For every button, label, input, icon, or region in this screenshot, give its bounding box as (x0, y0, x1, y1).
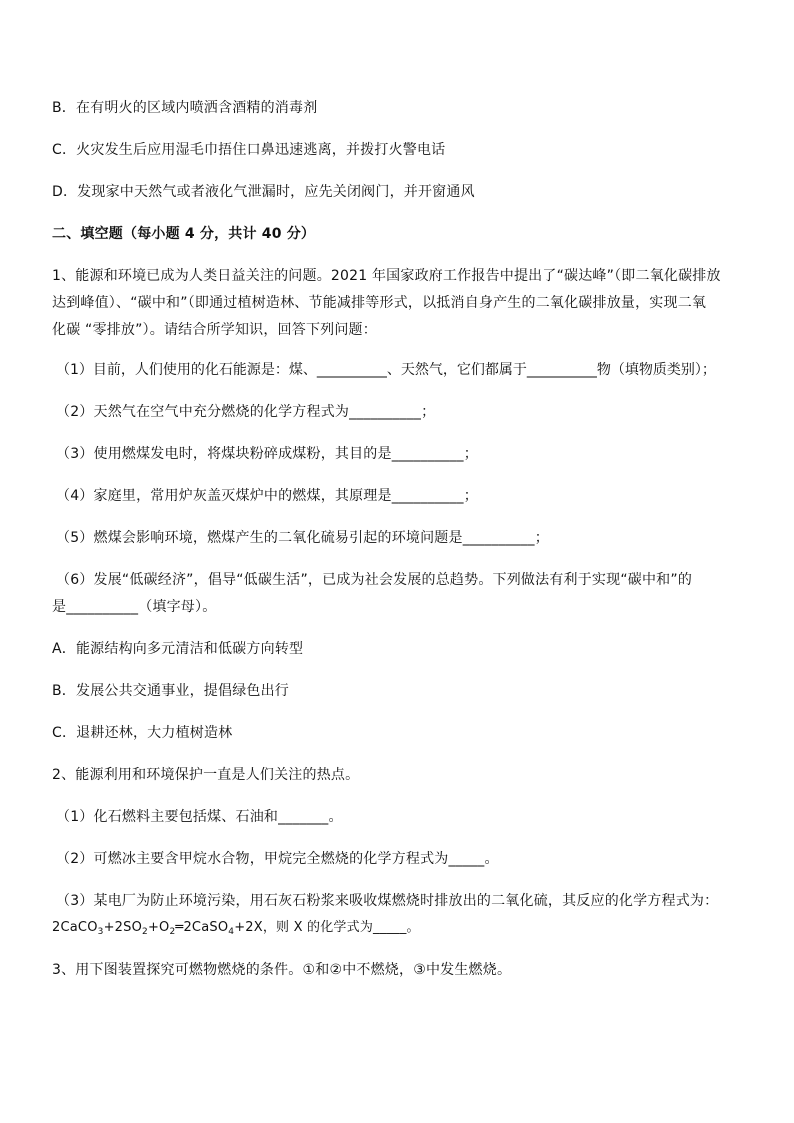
q1-option-b: B．发展公共交通事业，提倡绿色出行 (52, 683, 290, 699)
eq-tail: ，则 X 的化学式为_____。 (262, 920, 420, 935)
q1-stem-line2: 达到峰值）、“碳中和”（即通过植树造林、节能减排等形式，以抵消自身产生的二氧化碳排放量，实现二氧 (52, 295, 707, 311)
q1-part2: （2）天然气在空气中充分燃烧的化学方程式为__________； (56, 404, 436, 420)
q2-part3-line1: （3）某电厂为防止环境污染，用石灰石粉浆来吸收煤燃烧时排放出的二氧化硫，其反应的化学方程式为： (56, 893, 719, 909)
q1-part4: （4）家庭里，常用炉灰盖灭煤炉中的燃煤，其原理是__________； (56, 488, 478, 504)
q2-stem: 2、能源利用和环境保护一直是人们关注的热点。 (52, 767, 360, 783)
option-d: D．发现家中天然气或者液化气泄漏时，应先关闭阀门，并开窗通风 (52, 184, 475, 200)
eq-term: +O (147, 920, 170, 935)
q2-part1: （1）化石燃料主要包括煤、石油和_______。 (56, 809, 343, 825)
option-c: C．火灾发生后应用湿毛巾捂住口鼻迅速逃离，并拨打火警电话 (52, 142, 446, 158)
eq-term: +2SO (103, 920, 143, 935)
q1-option-a: A．能源结构向多元清洁和低碳方向转型 (52, 641, 304, 657)
q1-part5: （5）燃煤会影响环境，燃煤产生的二氧化硫易引起的环境问题是__________； (56, 530, 549, 546)
q2-equation-line (52, 918, 420, 938)
q1-part3: （3）使用燃煤发电时，将煤块粉碎成煤粉，其目的是__________； (56, 446, 478, 462)
eq-term: 2CaCO (52, 920, 98, 935)
q1-part6-line2: 是__________（填字母）。 (52, 599, 217, 615)
eq-subscript: 2 (142, 927, 148, 937)
q1-stem-line1: 1、能源和环境已成为人类日益关注的问题。2021 年国家政府工作报告中提出了“碳达峰”（即二氧化碳排放 (52, 268, 721, 284)
q1-part1: （1）目前，人们使用的化石能源是：煤、__________、天然气，它们都属于__________物（填物质类别）； (56, 362, 716, 378)
eq-subscript: 2 (169, 927, 176, 937)
q1-option-c: C．退耕还林，大力植树造林 (52, 725, 233, 741)
q1-part6-line1: （6）发展“低碳经济”，倡导“低碳生活”，已成为社会发展的总趋势。下列做法有利于实现“碳中和”的 (56, 572, 693, 588)
eq-term: ═2CaSO (175, 920, 229, 935)
section-heading: 二、填空题（每小题 4 分，共计 40 分） (52, 226, 316, 242)
eq-subscript: 3 (97, 927, 104, 937)
eq-term: +2X (234, 920, 263, 935)
q2-part2: （2）可燃冰主要含甲烷水合物，甲烷完全燃烧的化学方程式为_____。 (56, 851, 499, 867)
q1-stem-line3: 化碳 “零排放”）。请结合所学知识，回答下列问题： (52, 322, 377, 338)
q3-stem: 3、用下图装置探究可燃物燃烧的条件。①和②中不燃烧，③中发生燃烧。 (52, 962, 512, 978)
eq-subscript: 4 (228, 927, 235, 937)
option-b: B．在有明火的区域内喷洒含酒精的消毒剂 (52, 100, 318, 116)
